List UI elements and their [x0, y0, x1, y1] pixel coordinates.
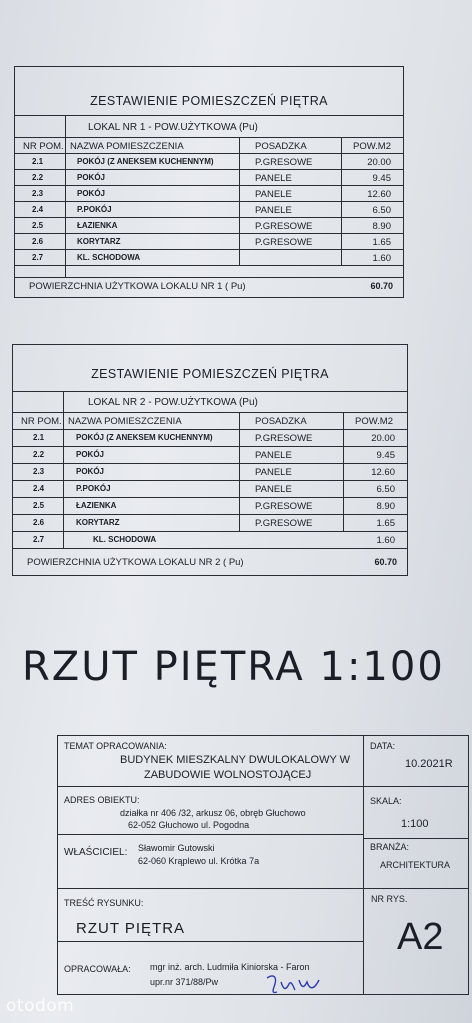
- row-name: KORYTARZ: [76, 518, 120, 527]
- row-area: 20.00: [367, 157, 391, 168]
- row-name: POKÓJ: [76, 467, 105, 476]
- col-header-name: NAZWA POMIESZCZENIA: [68, 416, 182, 427]
- row-floor: P.GRESOWE: [255, 221, 313, 232]
- row-nr: 2.4: [33, 484, 45, 493]
- total-value: 60.70: [374, 557, 397, 567]
- row-nr: 2.5: [33, 501, 45, 510]
- row-area: 1.65: [376, 518, 395, 529]
- row-name: P.POKÓJ: [76, 484, 111, 493]
- row-floor: P.GRESOWE: [255, 433, 313, 444]
- row-nr: 2.3: [32, 189, 44, 198]
- row-area: 1.60: [376, 535, 395, 546]
- row-area: 8.90: [376, 501, 395, 512]
- row-nr: 2.2: [33, 450, 45, 459]
- row-nr: 2.5: [32, 221, 44, 230]
- row-area: 1.60: [372, 253, 391, 264]
- adres-label: ADRES OBIEKTU:: [64, 795, 140, 805]
- row-nr: 2.7: [33, 535, 45, 544]
- row-floor: PANELE: [255, 205, 292, 216]
- row-floor: PANELE: [255, 467, 292, 478]
- row-name: POKÓJ: [77, 173, 106, 182]
- title-block: [57, 735, 469, 995]
- row-name: POKÓJ: [77, 189, 106, 198]
- total-label: POWIERZCHNIA UŻYTKOWA LOKALU NR 1 ( Pu): [29, 281, 246, 292]
- room-table-1: [14, 66, 404, 298]
- data-label: DATA:: [370, 741, 396, 751]
- row-nr: 2.4: [32, 205, 44, 214]
- table-heading: ZESTAWIENIE POMIESZCZEŃ PIĘTRA: [91, 367, 329, 381]
- row-area: 9.45: [372, 173, 391, 184]
- col-header-nr: NR POM.: [23, 141, 64, 152]
- branza-label: BRANŻA:: [370, 842, 410, 852]
- total-label: POWIERZCHNIA UŻYTKOWA LOKALU NR 2 ( Pu): [27, 557, 244, 568]
- row-floor: PANELE: [255, 173, 292, 184]
- row-nr: 2.3: [33, 467, 45, 476]
- signature: [263, 972, 333, 996]
- row-area: 12.60: [371, 467, 395, 478]
- temat-line2: ZABUDOWIE WOLNOSTOJĄCEJ: [144, 769, 312, 781]
- nr-rys-label: NR RYS.: [371, 894, 408, 904]
- lokal-label: LOKAL NR 2 - POW.UŻYTKOWA (Pu): [88, 397, 258, 408]
- row-floor: PANELE: [255, 484, 292, 495]
- table-heading: ZESTAWIENIE POMIESZCZEŃ PIĘTRA: [90, 94, 328, 108]
- row-name: P.POKÓJ: [77, 205, 112, 214]
- data-value: 10.2021R: [405, 758, 453, 770]
- branza-value: ARCHITEKTURA: [380, 860, 451, 870]
- col-header-floor: POSADZKA: [255, 416, 307, 427]
- row-area: 9.45: [376, 450, 395, 461]
- row-area: 8.90: [372, 221, 391, 232]
- adres-line1: działka nr 406 /32, arkusz 06, obręb Głuchowo: [120, 808, 306, 818]
- col-header-nr: NR POM.: [21, 416, 62, 427]
- opracowala-line2: upr.nr 371/88/Pw: [150, 977, 219, 987]
- row-floor: P.GRESOWE: [255, 518, 313, 529]
- drawing-title: RZUT PIĘTRA 1:100: [22, 644, 445, 690]
- row-nr: 2.1: [32, 157, 44, 166]
- row-nr: 2.7: [32, 253, 44, 262]
- col-header-area: POW.M2: [353, 141, 392, 152]
- row-floor: PANELE: [255, 189, 292, 200]
- wlasciciel-line1: Sławomir Gutowski: [138, 843, 215, 853]
- nr-rys-value: A2: [397, 916, 444, 958]
- row-name: ŁAZIENKA: [77, 221, 118, 230]
- tresc-label: TREŚĆ RYSUNKU:: [64, 898, 144, 908]
- row-nr: 2.6: [33, 518, 45, 527]
- row-floor: P.GRESOWE: [255, 501, 313, 512]
- row-nr: 2.6: [32, 237, 44, 246]
- opracowala-label: OPRACOWAŁA:: [64, 964, 131, 974]
- temat-line1: BUDYNEK MIESZKALNY DWULOKALOWY W: [120, 754, 351, 766]
- lokal-label: LOKAL NR 1 - POW.UŻYTKOWA (Pu): [88, 122, 258, 133]
- row-nr: 2.1: [33, 433, 45, 442]
- row-floor: PANELE: [255, 450, 292, 461]
- opracowala-line1: mgr inż. arch. Ludmiła Kiniorska - Faron: [150, 962, 310, 972]
- row-area: 1.65: [372, 237, 391, 248]
- room-table-2: [12, 344, 408, 576]
- col-header-name: NAZWA POMIESZCZENIA: [70, 141, 184, 152]
- col-header-area: POW.M2: [355, 416, 394, 427]
- adres-line2: 62-052 Głuchowo ul. Pogodna: [128, 820, 250, 830]
- row-name: KL. SCHODOWA: [93, 535, 157, 544]
- temat-label: TEMAT OPRACOWANIA:: [64, 741, 167, 751]
- watermark-logo: otodom: [6, 996, 75, 1016]
- row-name: KL. SCHODOWA: [77, 253, 141, 262]
- row-name: POKÓJ (Z ANEKSEM KUCHENNYM): [76, 433, 213, 442]
- row-area: 6.50: [376, 484, 395, 495]
- wlasciciel-line2: 62-060 Krąplewo ul. Krótka 7a: [138, 856, 260, 866]
- row-nr: 2.2: [32, 173, 44, 182]
- col-header-floor: POSADZKA: [255, 141, 307, 152]
- row-name: KORYTARZ: [77, 237, 121, 246]
- row-name: POKÓJ: [76, 450, 105, 459]
- row-area: 12.60: [367, 189, 391, 200]
- row-floor: P.GRESOWE: [255, 157, 313, 168]
- total-value: 60.70: [370, 281, 393, 291]
- row-floor: P.GRESOWE: [255, 237, 313, 248]
- wlasciciel-label: WŁAŚCICIEL:: [64, 847, 128, 858]
- skala-value: 1:100: [401, 818, 429, 830]
- row-name: ŁAZIENKA: [76, 501, 117, 510]
- skala-label: SKALA:: [370, 796, 402, 806]
- row-area: 6.50: [372, 205, 391, 216]
- row-area: 20.00: [371, 433, 395, 444]
- row-name: POKÓJ (Z ANEKSEM KUCHENNYM): [77, 157, 214, 166]
- tresc-value: RZUT PIĘTRA: [76, 920, 186, 937]
